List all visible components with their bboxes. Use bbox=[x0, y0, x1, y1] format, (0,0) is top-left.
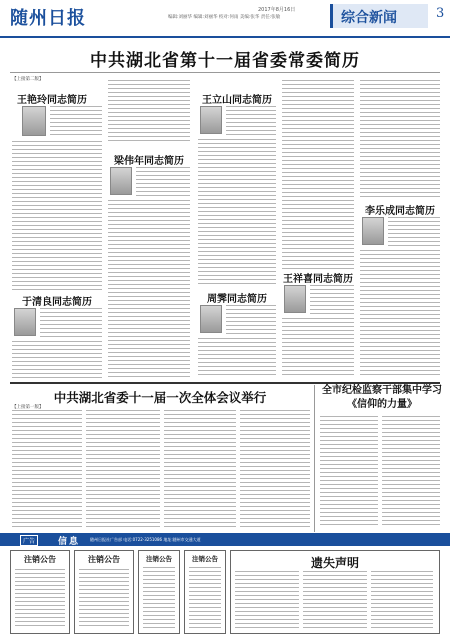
article-text bbox=[382, 416, 440, 528]
notice-title: 注销公告 bbox=[88, 555, 120, 564]
article-text bbox=[320, 416, 378, 528]
bio-text bbox=[12, 341, 102, 379]
bio-liang-weinian bbox=[108, 152, 190, 167]
bio-text bbox=[136, 167, 190, 197]
column-divider bbox=[314, 385, 315, 532]
bio-zhou-ji bbox=[198, 290, 276, 305]
issue-date: 2017年8月16日 bbox=[258, 7, 296, 13]
ad-tag: 广告 bbox=[20, 535, 38, 546]
loss-statement bbox=[230, 550, 440, 634]
page-number: 3 bbox=[436, 6, 445, 21]
article-text bbox=[240, 410, 310, 528]
portrait-photo bbox=[14, 308, 36, 336]
page-header bbox=[0, 0, 450, 38]
lead-dateline: 【上接第二版】 bbox=[12, 77, 44, 82]
bio-text bbox=[50, 106, 102, 138]
bio-text bbox=[360, 250, 440, 378]
plenary-headline: 中共湖北省委十一届一次全体会议举行 bbox=[53, 390, 267, 405]
notice-title: 遗失声明 bbox=[310, 556, 359, 570]
bio-title: 王艳玲同志简历 bbox=[17, 95, 87, 106]
bio-li-lecheng bbox=[360, 202, 440, 217]
bio-text bbox=[282, 80, 354, 270]
portrait-photo bbox=[284, 285, 306, 313]
section-title: 综合新闻 bbox=[341, 10, 397, 26]
notice-title: 注销公告 bbox=[192, 555, 218, 563]
bio-wang-xiangxi bbox=[282, 270, 354, 285]
notice-text bbox=[79, 569, 129, 627]
bio-text bbox=[226, 305, 276, 335]
notice-text bbox=[189, 567, 221, 629]
notice-text bbox=[143, 567, 175, 629]
lead-headline: 中共湖北省第十一届省委常委简历 bbox=[90, 51, 360, 71]
bio-text bbox=[310, 285, 354, 315]
bio-text bbox=[198, 139, 276, 287]
editor-credits: 编辑:刘丽华 编辑:刘丽华 校对:何雨 美编:张华 责任:张敏 bbox=[168, 15, 281, 20]
bio-title: 于清良同志简历 bbox=[22, 297, 92, 308]
article-text bbox=[164, 410, 236, 528]
bio-title: 王立山同志简历 bbox=[202, 95, 272, 106]
bio-title: 梁伟年同志简历 bbox=[114, 156, 184, 167]
bio-text bbox=[40, 308, 102, 338]
portrait-photo bbox=[200, 106, 222, 134]
notice-text bbox=[235, 571, 299, 629]
classified-ads-bar bbox=[0, 533, 450, 546]
portrait-photo bbox=[22, 106, 46, 136]
notice-title: 注销公告 bbox=[146, 555, 172, 563]
ads-contact-info: 随州日报社广告部 电话:0722-3251086 地址:随州市交通大道 bbox=[90, 537, 201, 542]
portrait-photo bbox=[362, 217, 384, 245]
bio-title: 王祥喜同志简历 bbox=[283, 274, 353, 285]
ads-title: 信息 bbox=[58, 537, 81, 547]
notice-text bbox=[371, 571, 433, 629]
plenary-dateline: 【上接第一版】 bbox=[12, 405, 44, 410]
bio-text bbox=[108, 200, 190, 378]
bio-wang-yanling bbox=[12, 91, 92, 106]
bio-title: 李乐成同志简历 bbox=[365, 206, 435, 217]
article-text bbox=[86, 410, 160, 528]
bio-wang-lishan bbox=[198, 91, 276, 106]
bio-title: 周霁同志简历 bbox=[207, 294, 267, 305]
discipline-headline: 全市纪检监察干部集中学习《信仰的力量》 bbox=[322, 385, 442, 410]
notice-text bbox=[303, 571, 367, 629]
headline-rule bbox=[10, 72, 440, 73]
section-label-box bbox=[330, 4, 428, 28]
bio-text bbox=[388, 217, 440, 247]
cancellation-notice bbox=[10, 550, 70, 634]
cancellation-notice bbox=[184, 550, 226, 634]
bio-text bbox=[12, 141, 102, 291]
cancellation-notice bbox=[138, 550, 180, 634]
portrait-photo bbox=[200, 305, 222, 333]
article-text bbox=[12, 410, 82, 528]
cancellation-notice bbox=[74, 550, 134, 634]
bio-text bbox=[282, 318, 354, 378]
bio-text bbox=[226, 106, 276, 136]
notice-title: 注销公告 bbox=[24, 555, 56, 564]
bio-text bbox=[198, 338, 276, 378]
notice-text bbox=[15, 569, 65, 627]
bio-text bbox=[360, 80, 440, 198]
bio-text bbox=[108, 80, 190, 144]
bio-yu-qingliang bbox=[12, 293, 102, 308]
newspaper-masthead: 随州日报 bbox=[10, 8, 86, 29]
portrait-photo bbox=[110, 167, 132, 195]
